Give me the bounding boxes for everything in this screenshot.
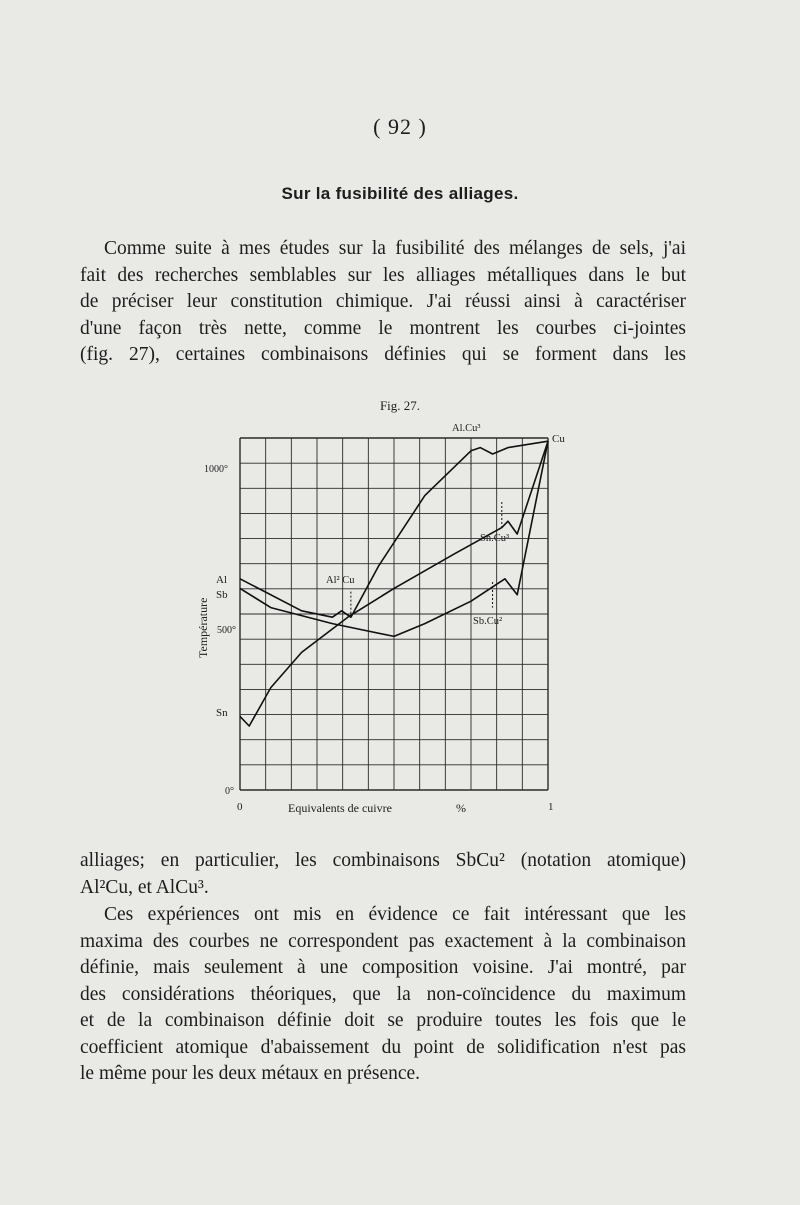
y-tick-label: 0°: [225, 786, 234, 797]
text-line: de préciser leur constitution chimique. J'ai réussi ainsi à caractériser: [80, 291, 686, 312]
text-line: définie, mais seulement à une composition voisine. J'ai montré, par: [80, 957, 686, 978]
text-line: coefficient atomique d'abaissement du point de solidification n'est pas: [80, 1036, 686, 1058]
text-line: (fig. 27), certaines combinaisons définies qui se forment dans les: [80, 344, 686, 365]
text-line: des considérations théoriques, que la non-coïncidence du maximum: [80, 983, 686, 1005]
section-heading: Sur la fusibilité des alliages.: [281, 184, 519, 203]
paragraph-compounds: [80, 848, 686, 901]
page-number: ( 92 ): [373, 114, 427, 139]
text-line: alliages; en particulier, les combinaisons SbCu² (notation atomique): [80, 850, 686, 871]
metal-label-sn: Sn: [216, 707, 228, 719]
x-tick-label: 0: [237, 801, 243, 813]
compound-label-alcu3: Al.Cu³: [452, 423, 481, 434]
compound-label-al2cu: Al² Cu: [326, 575, 355, 586]
metal-label-al: Al: [216, 574, 227, 586]
metal-label-sb: Sb: [216, 589, 228, 601]
text-line: d'une façon très nette, comme le montrent les courbes ci-jointes: [80, 317, 686, 339]
text-line: maxima des courbes ne correspondent pas exactement à la combinaison: [80, 930, 686, 952]
x-axis-label: Equivalents de cuivre: [288, 801, 392, 815]
text-line: Al²Cu, et AlCu³.: [80, 876, 209, 898]
text-line: et de la combinaison définie doit se produire toutes les fois que le: [80, 1010, 686, 1031]
figure-caption: Fig. 27.: [379, 398, 421, 413]
text-line: le même pour les deux métaux en présence.: [80, 1063, 421, 1084]
x-tick-label: 1: [548, 801, 554, 813]
paragraph-conclusion: [80, 902, 686, 1088]
y-tick-label: 500°: [217, 625, 236, 636]
y-tick-label: 1000°: [204, 464, 228, 475]
metal-label-cu: Cu: [552, 433, 565, 445]
y-axis-label: Température: [196, 597, 210, 658]
paragraph-intro: [80, 236, 686, 369]
fusibility-chart: [190, 418, 590, 833]
text-line: fait des recherches semblables sur les alliages métalliques dans le but: [80, 264, 686, 286]
text-line: Comme suite à mes études sur la fusibilité des mélanges de sels, j'ai: [104, 238, 686, 259]
compound-label-sbcu2: Sb.Cu²: [473, 616, 503, 627]
compound-label-sncu3: Sn.Cu³: [480, 533, 510, 544]
text-line: Ces expériences ont mis en évidence ce fait intéressant que les: [104, 904, 686, 925]
x-axis-unit: %: [456, 801, 466, 815]
chart-grid: [240, 438, 548, 790]
